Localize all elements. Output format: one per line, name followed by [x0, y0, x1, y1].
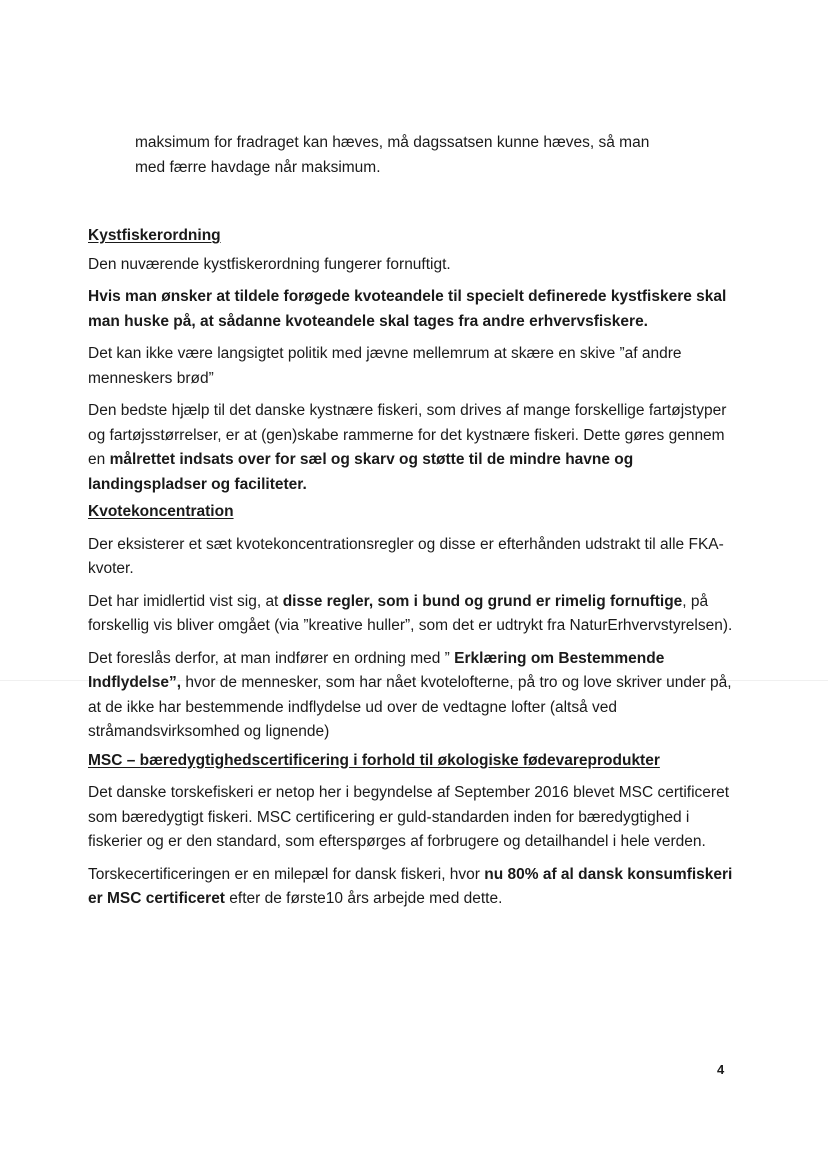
text-run: efter de første10 års arbejde med dette. — [224, 890, 503, 907]
text-run: Det har imidlertid vist sig, at — [88, 592, 283, 610]
intro-line-2: med færre havdage når maksimum. — [135, 158, 381, 176]
document-page — [88, 131, 738, 912]
text-run: Torskecertificeringen er en milepæl for dansk fiskeri, hvor — [88, 865, 485, 883]
text-run: , på forskellig vis bliver omgået (via ”kreative huller”, som det er udtrykt fra NaturErhvervstyrelsen). — [88, 592, 733, 634]
text-run: hvor de mennesker, som har nået kvotelofterne, på tro og love skriver under på, at de ikke har bestemmende indflydelse ud over de vedtagne lofter (altså ved stråmandsvirksomhed og lignende) — [88, 674, 732, 740]
paragraph: Det kan ikke være langsigtet politik med jævne mellemrum at skære en skive ”af andre menneskers brød” — [88, 345, 682, 387]
intro-continuation — [88, 131, 738, 180]
heading-kystfiskerordning: Kystfiskerordning — [88, 227, 221, 244]
intro-line-1: maksimum for fradraget kan hæves, må dagssatsen kunne hæves, så man — [135, 134, 650, 151]
paragraph — [88, 399, 738, 497]
section-msc — [88, 749, 738, 912]
text-run: Den bedste hjælp til det danske kystnære fiskeri, som drives af mange forskellige fartøjstyper og fartøjsstørrelser, er at (gen)skabe rammerne for det kystnære fiskeri. Dette gøres gennem en — [88, 402, 727, 468]
text-run-bold: Erklæring om Bestemmende Indflydelse”, — [88, 649, 665, 691]
text-run: Det foreslås derfor, at man indfører en ordning med ” — [88, 649, 455, 667]
heading-kvotekoncentration: Kvotekoncentration — [88, 503, 234, 520]
text-run-bold: målrettet indsats over for sæl og skarv og støtte til de mindre havne og landingspladser og faciliteter. — [88, 451, 634, 493]
paragraph: Den nuværende kystfiskerordning fungerer fornuftigt. — [88, 255, 451, 273]
text-run-bold: disse regler, som i bund og grund er rimelig fornuftige — [282, 592, 683, 610]
paragraph: Det danske torskefiskeri er netop her i begyndelse af September 2016 blevet MSC certificeret som bæredygtigt fiskeri. MSC certificering er guld-standarden inden for bæredygtighed i fiskerier og er den standard, som efterspørges af forbrugere og detailhandel i hele verden. — [88, 784, 729, 850]
paragraph — [88, 590, 738, 639]
paragraph: Der eksisterer et sæt kvotekoncentrationsregler og disse er efterhånden udstrakt til alle FKA-kvoter. — [88, 535, 724, 577]
page-number: 4 — [717, 1062, 725, 1077]
text-run-bold: nu 80% af al dansk konsumfiskeri er MSC certificeret — [88, 865, 733, 907]
paragraph — [88, 647, 738, 745]
heading-msc: MSC – bæredygtighedscertificering i forhold til økologiske fødevareprodukter — [88, 751, 660, 769]
paragraph — [88, 863, 738, 912]
paragraph-bold: Hvis man ønsker at tildele forøgede kvoteandele til specielt definerede kystfiskere skal man huske på, at sådanne kvoteandele skal tages fra andre erhvervsfiskere. — [88, 288, 727, 330]
section-kvotekoncentration — [88, 500, 738, 745]
section-kystfiskerordning — [88, 224, 738, 497]
